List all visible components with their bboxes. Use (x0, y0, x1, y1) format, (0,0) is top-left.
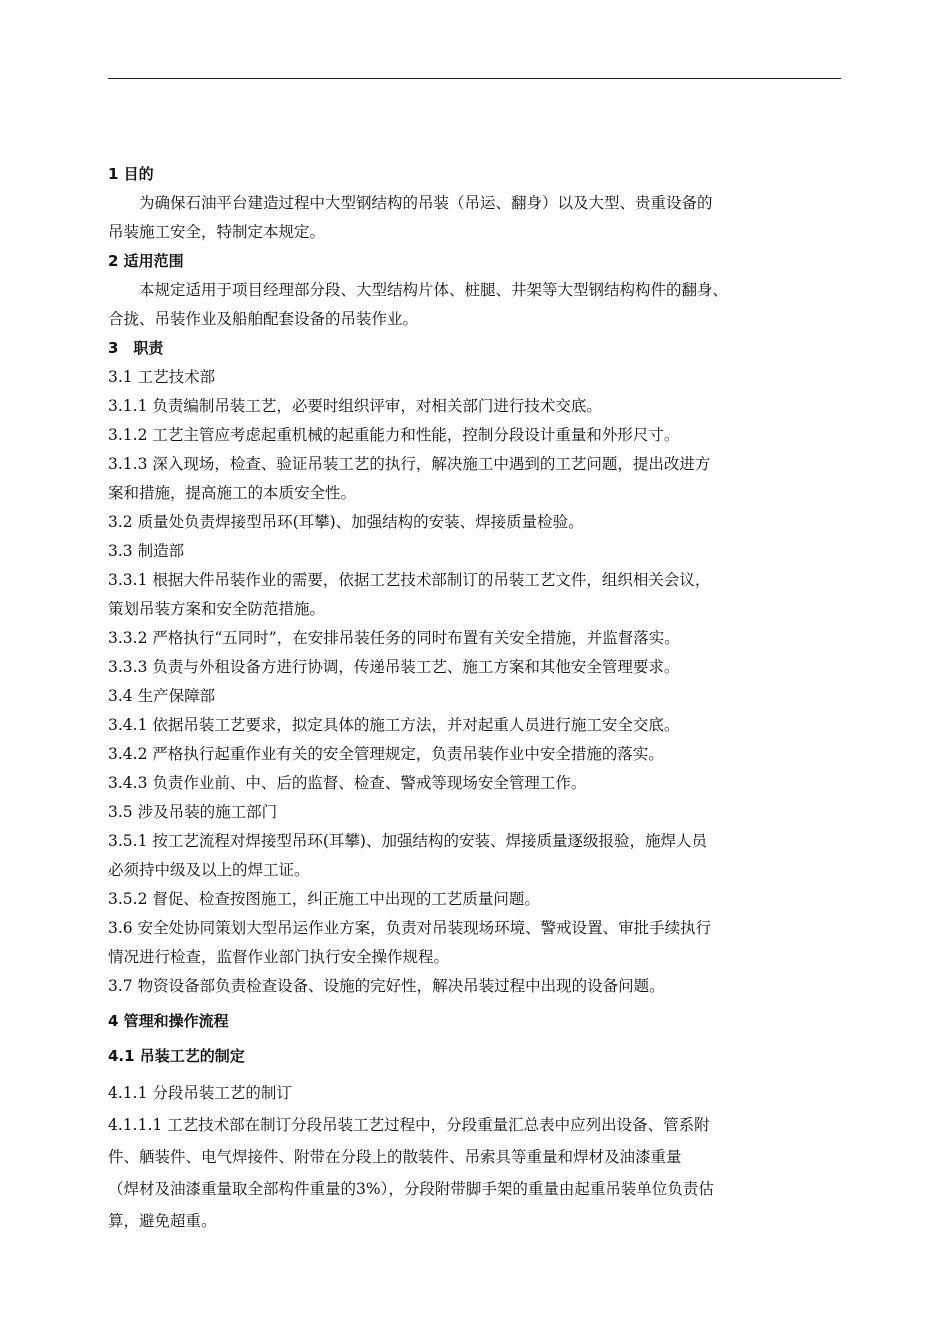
paragraph-line: 为确保石油平台建造过程中大型钢结构的吊装（吊运、翻身）以及大型、贵重设备的 (139, 194, 713, 212)
section-heading-scope: 2 适用范围 (108, 252, 184, 270)
subsection-heading: 4.1.1 分段吊装工艺的制订 (108, 1084, 292, 1102)
header-rule (108, 78, 841, 79)
list-item: 3.1.1 负责编制吊装工艺，必要时组织评审，对相关部门进行技术交底。 (108, 397, 602, 415)
subsection-heading: 3.4 生产保障部 (108, 687, 216, 705)
section-heading-process: 4 管理和操作流程 (108, 1012, 229, 1030)
paragraph-line: 合拢、吊装作业及船舶配套设备的吊装作业。 (108, 310, 419, 328)
list-item: 3.3.1 根据大件吊装作业的需要，依据工艺技术部制订的吊装工艺文件，组织相关会议， (108, 571, 711, 589)
section-heading-responsibilities: 3 职责 (108, 339, 164, 357)
list-item: 3.5.1 按工艺流程对焊接型吊环(耳攀)、加强结构的安装、焊接质量逐级报验，施焊人员 (108, 832, 707, 850)
list-item: 3.4.3 负责作业前、中、后的监督、检查、警戒等现场安全管理工作。 (108, 774, 587, 792)
paragraph-line: 本规定适用于项目经理部分段、大型结构片体、桩腿、井架等大型钢结构构件的翻身、 (139, 281, 729, 299)
list-item: 3.1.2 工艺主管应考虑起重机械的起重能力和性能，控制分段设计重量和外形尺寸。 (108, 426, 680, 444)
section-heading-purpose: 1 目的 (108, 165, 154, 183)
list-item: 3.1.3 深入现场，检查、验证吊装工艺的执行，解决施工中遇到的工艺问题，提出改进方 (108, 455, 711, 473)
list-item-continuation: 情况进行检查，监督作业部门执行安全操作规程。 (108, 948, 450, 966)
list-item-continuation: 策划吊装方案和安全防范措施。 (108, 600, 326, 618)
list-item-continuation: 件、舾装件、电气焊接件、附带在分段上的散装件、吊索具等重量和焊材及油漆重量 (108, 1148, 682, 1166)
list-item: 3.3.2 严格执行“五同时”，在安排吊装任务的同时布置有关安全措施，并监督落实。 (108, 629, 680, 647)
list-item: 3.4.2 严格执行起重作业有关的安全管理规定，负责吊装作业中安全措施的落实。 (108, 745, 664, 763)
list-item-continuation: 算，避免超重。 (108, 1212, 217, 1230)
list-item: 3.3.3 负责与外租设备方进行协调，传递吊装工艺、施工方案和其他安全管理要求。 (108, 658, 680, 676)
list-item: 3.5.2 督促、检查按图施工，纠正施工中出现的工艺质量问题。 (108, 890, 540, 908)
list-item: 3.7 物资设备部负责检查设备、设施的完好性，解决吊装过程中出现的设备问题。 (108, 977, 665, 995)
list-item: 4.1.1.1 工艺技术部在制订分段吊装工艺过程中，分段重量汇总表中应列出设备、管系附 (108, 1116, 710, 1134)
list-item-continuation: 必须持中级及以上的焊工证。 (108, 861, 310, 879)
list-item: 3.4.1 依据吊装工艺要求，拟定具体的施工方法，并对起重人员进行施工安全交底。 (108, 716, 680, 734)
list-item: 3.2 质量处负责焊接型吊环(耳攀)、加强结构的安装、焊接质量检验。 (108, 513, 584, 531)
subsection-heading: 3.1 工艺技术部 (108, 368, 216, 386)
list-item: 3.6 安全处协同策划大型吊运作业方案，负责对吊装现场环境、警戒设置、审批手续执行 (108, 919, 712, 937)
subsection-heading: 3.5 涉及吊装的施工部门 (108, 803, 278, 821)
subsection-heading: 3.3 制造部 (108, 542, 185, 560)
list-item-continuation: 案和措施，提高施工的本质安全性。 (108, 484, 357, 502)
list-item-continuation: （焊材及油漆重量取全部构件重量的3%），分段附带脚手架的重量由起重吊装单位负责估 (108, 1180, 714, 1198)
subsection-heading-bold: 4.1 吊装工艺的制定 (108, 1047, 245, 1065)
document-body (108, 160, 841, 1237)
paragraph-line: 吊装施工安全，特制定本规定。 (108, 223, 326, 241)
